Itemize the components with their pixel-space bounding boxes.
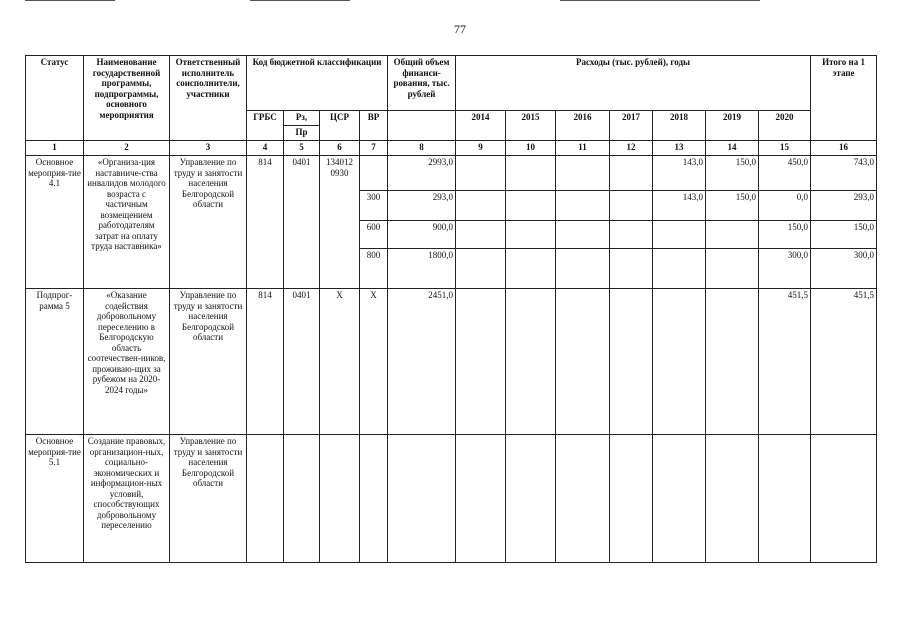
row-rzpr: 0401 bbox=[284, 156, 320, 289]
row-responsible: Управление по труду и занятости населения Белгородской области bbox=[170, 289, 247, 435]
table-row bbox=[26, 156, 877, 191]
row-name: «Организа-ция наставниче-ства инвалидов молодого возраста с частичным возмещением работодателям затрат на оплату труда наставника» bbox=[84, 156, 170, 289]
row-csr: Х bbox=[320, 289, 360, 435]
budget-table bbox=[25, 55, 877, 563]
header-year-2017: 2017 bbox=[610, 111, 653, 141]
header-year-2016: 2016 bbox=[556, 111, 610, 141]
row-2020: 451,5 bbox=[759, 289, 811, 435]
row-2018: 143,0 bbox=[653, 191, 706, 221]
row-rzpr: 0401 bbox=[284, 289, 320, 435]
row-total: 2993,0 bbox=[388, 156, 456, 191]
row-total: 900,0 bbox=[388, 221, 456, 249]
index-cell: 1 bbox=[26, 141, 84, 156]
row-grbs: 814 bbox=[247, 156, 284, 289]
row-name: «Оказание содействия добровольному переселению в Белгородскую область соотечествен-ников, проживаю-щих за рубежом на 2020-2024 годы» bbox=[84, 289, 170, 435]
row-vr: 800 bbox=[360, 249, 388, 289]
header-total-blank bbox=[388, 111, 456, 141]
row-2019 bbox=[706, 249, 759, 289]
row-vr bbox=[360, 156, 388, 191]
row-2019: 150,0 bbox=[706, 191, 759, 221]
header-year-2015: 2015 bbox=[506, 111, 556, 141]
row-total: 293,0 bbox=[388, 191, 456, 221]
row-stage: 150,0 bbox=[811, 221, 877, 249]
index-cell: 4 bbox=[247, 141, 284, 156]
index-cell: 3 bbox=[170, 141, 247, 156]
index-cell: 15 bbox=[759, 141, 811, 156]
row-total: 1800,0 bbox=[388, 249, 456, 289]
row-stage: 743,0 bbox=[811, 156, 877, 191]
top-rule-mid bbox=[250, 0, 350, 1]
table-row bbox=[26, 435, 877, 563]
row-stage: 293,0 bbox=[811, 191, 877, 221]
index-cell: 5 bbox=[284, 141, 320, 156]
row-total: 2451,0 bbox=[388, 289, 456, 435]
header-budget-code: Код бюджетной классификации bbox=[247, 56, 388, 111]
row-responsible: Управление по труду и занятости населения Белгородской области bbox=[170, 435, 247, 563]
index-cell: 9 bbox=[456, 141, 506, 156]
header-pr: Пр bbox=[284, 126, 320, 141]
index-cell: 8 bbox=[388, 141, 456, 156]
row-csr: 134012 0930 bbox=[320, 156, 360, 289]
header-program: Наименование государственной программы, подпрограммы, основного мероприятия bbox=[84, 56, 170, 141]
header-grbs: ГРБС bbox=[247, 111, 284, 141]
row-grbs: 814 bbox=[247, 289, 284, 435]
index-cell: 16 bbox=[811, 141, 877, 156]
row-2019: 150,0 bbox=[706, 156, 759, 191]
index-cell: 7 bbox=[360, 141, 388, 156]
header-total-financing: Общий объем финанси-рования, тыс. рублей bbox=[388, 56, 456, 111]
index-cell: 2 bbox=[84, 141, 170, 156]
index-cell: 11 bbox=[556, 141, 610, 156]
top-rule-left bbox=[25, 0, 115, 1]
header-year-2019: 2019 bbox=[706, 111, 759, 141]
row-2020: 150,0 bbox=[759, 221, 811, 249]
row-vr: 300 bbox=[360, 191, 388, 221]
row-2018 bbox=[653, 221, 706, 249]
table-row bbox=[26, 289, 877, 435]
top-rule-right bbox=[560, 0, 760, 1]
index-cell: 14 bbox=[706, 141, 759, 156]
header-year-2018: 2018 bbox=[653, 111, 706, 141]
header-year-2020: 2020 bbox=[759, 111, 811, 141]
row-2018: 143,0 bbox=[653, 156, 706, 191]
row-2020: 0,0 bbox=[759, 191, 811, 221]
row-status: Подпрог-рамма 5 bbox=[26, 289, 84, 435]
index-cell: 13 bbox=[653, 141, 706, 156]
row-stage: 300,0 bbox=[811, 249, 877, 289]
row-2020: 300,0 bbox=[759, 249, 811, 289]
index-cell: 12 bbox=[610, 141, 653, 156]
index-cell: 10 bbox=[506, 141, 556, 156]
row-2020: 450,0 bbox=[759, 156, 811, 191]
index-cell: 6 bbox=[320, 141, 360, 156]
header-year-2014: 2014 bbox=[456, 111, 506, 141]
header-csr: ЦСР bbox=[320, 111, 360, 141]
row-vr: 600 bbox=[360, 221, 388, 249]
row-vr: Х bbox=[360, 289, 388, 435]
row-status: Основное мероприя-тие 4.1 bbox=[26, 156, 84, 289]
header-rz: Рз, bbox=[284, 111, 320, 126]
header-responsible: Ответственный исполнитель соисполнители, участники bbox=[170, 56, 247, 141]
page-number: 77 bbox=[454, 22, 466, 36]
header-expenses: Расходы (тыс. рублей), годы bbox=[456, 56, 811, 111]
row-2019 bbox=[706, 221, 759, 249]
header-status: Статус bbox=[26, 56, 84, 141]
row-stage: 451,5 bbox=[811, 289, 877, 435]
header-vr: ВР bbox=[360, 111, 388, 141]
row-name: Создание правовых, организацион-ных, социально-экономических и информацион-ных условий, способствующих добровольному переселению bbox=[84, 435, 170, 563]
row-2018 bbox=[653, 249, 706, 289]
header-total-stage1: Итого на 1 этапе bbox=[811, 56, 877, 141]
row-responsible: Управление по труду и занятости населения Белгородской области bbox=[170, 156, 247, 289]
row-status: Основное мероприя-тие 5.1 bbox=[26, 435, 84, 563]
